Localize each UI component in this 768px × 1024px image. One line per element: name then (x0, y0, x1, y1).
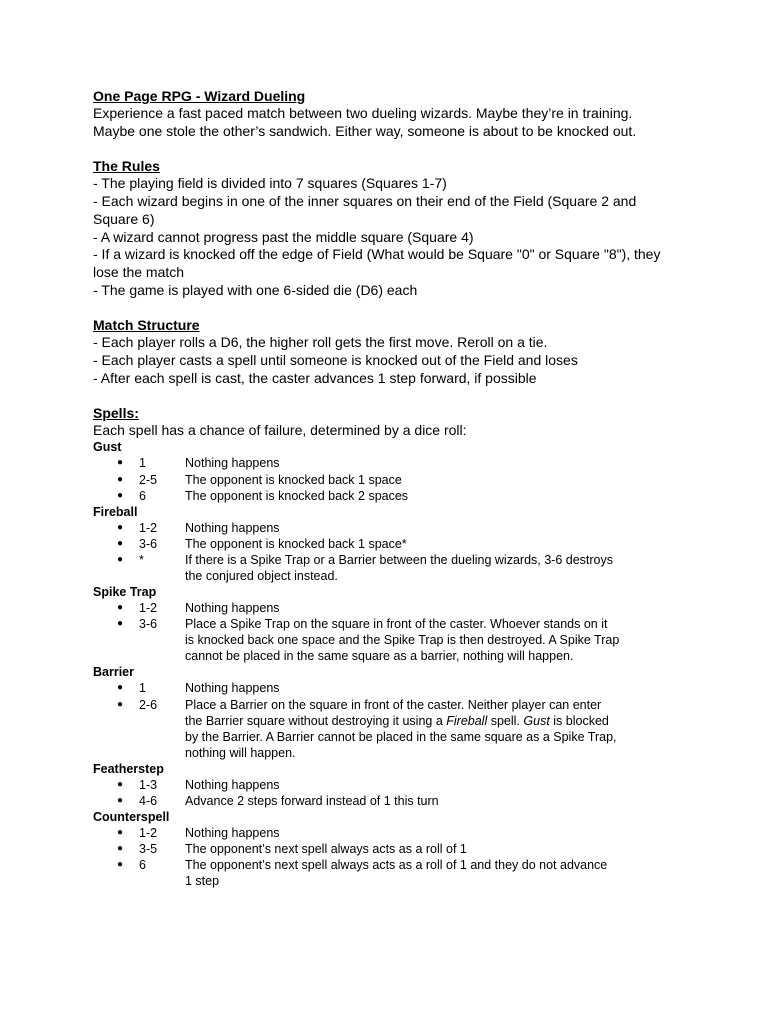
rules-line: - Each wizard begins in one of the inner squares on their end of the Field (Square 2 and (93, 193, 637, 210)
bullet-icon: ● (116, 489, 124, 501)
spells-lead: Each spell has a chance of failure, determined by a dice roll: (93, 422, 467, 439)
roll-value: 1-2 (139, 601, 158, 616)
spell-list (93, 439, 683, 889)
roll-value (139, 745, 185, 761)
spell-name: Fireball (93, 504, 138, 519)
roll-value: 4-6 (139, 794, 158, 809)
spell-roll-row (93, 552, 683, 568)
rules-line: Square 6) (93, 210, 155, 227)
roll-effect: Place a Barrier on the square in front of the caster. Neither player can enter (185, 697, 602, 712)
spells-heading: Spells: (93, 405, 139, 422)
match-structure-heading: Match Structure (93, 317, 200, 334)
spell-roll-row (93, 680, 683, 696)
spell-roll-row (93, 793, 683, 809)
roll-effect: The opponent is knocked back 2 spaces (185, 488, 409, 503)
roll-effect: cannot be placed in the same square as a barrier, nothing will happen. (185, 649, 574, 664)
roll-effect: Advance 2 steps forward instead of 1 this turn (185, 794, 439, 809)
spell-reference: Gust (523, 713, 550, 728)
rules-line: - A wizard cannot progress past the middle square (Square 4) (93, 228, 474, 245)
roll-effect: The opponent’s next spell always acts as a roll of 1 and they do not advance (185, 858, 608, 873)
roll-effect: by the Barrier. A Barrier cannot be placed in the same square as a Spike Trap, (185, 729, 617, 744)
bullet-icon (93, 873, 139, 889)
spell-roll-row (93, 488, 683, 504)
rules-line: - The game is played with one 6-sided die (D6) each (93, 281, 418, 298)
rules-list (93, 175, 683, 299)
roll-value (139, 632, 185, 648)
roll-value: 3-5 (139, 842, 158, 857)
spacer (93, 140, 683, 157)
roll-value: 3-6 (139, 617, 158, 632)
bullet-icon: ● (116, 521, 124, 533)
bullet-icon (93, 713, 139, 729)
spell-reference: Fireball (446, 713, 488, 728)
roll-effect: Nothing happens (185, 520, 280, 535)
roll-effect: nothing will happen. (185, 745, 296, 760)
spacer (93, 299, 683, 316)
rules-line: - If a wizard is knocked off the edge of Field (What would be Square "0" or Square "8"), they (93, 246, 661, 263)
bullet-icon: ● (116, 698, 124, 710)
roll-effect: Nothing happens (185, 601, 280, 616)
roll-effect: 1 step (185, 874, 220, 889)
spell-roll-row (93, 841, 683, 857)
bullet-icon: ● (116, 859, 124, 871)
spell-roll-row (93, 648, 683, 664)
spell-roll-row (93, 520, 683, 536)
roll-effect: The opponent is knocked back 1 space (185, 472, 402, 487)
spell-name: Spike Trap (93, 585, 157, 600)
roll-effect: Nothing happens (185, 826, 280, 841)
match-structure-list (93, 334, 683, 387)
roll-value (139, 648, 185, 664)
structure-line: - Each player rolls a D6, the higher roll gets the first move. Reroll on a tie. (93, 334, 548, 351)
roll-value: 3-6 (139, 536, 158, 551)
page-title: One Page RPG - Wizard Dueling (93, 88, 306, 104)
intro-line-1: Experience a fast paced match between two dueling wizards. Maybe they’re in training. (93, 105, 633, 121)
roll-effect: is knocked back one space and the Spike Trap is then destroyed. A Spike Trap (185, 633, 620, 648)
roll-effect: The opponent is knocked back 1 space* (185, 536, 407, 551)
roll-value: 1 (139, 456, 146, 471)
roll-effect: Place a Spike Trap on the square in front of the caster. Whoever stands on it (185, 617, 608, 632)
bullet-icon: ● (116, 473, 124, 485)
spell-roll-row (93, 697, 683, 713)
spell-roll-row (93, 825, 683, 841)
spell-name: Gust (93, 440, 122, 455)
bullet-icon: ● (116, 457, 124, 469)
roll-effect: the Barrier square without destroying it using a Fireball spell. Gust is blocked (185, 713, 609, 728)
roll-value: 2-6 (139, 697, 158, 712)
spell-roll-row (93, 536, 683, 552)
rules-line: - The playing field is divided into 7 squares (Squares 1-7) (93, 175, 447, 192)
bullet-icon: ● (116, 682, 124, 694)
bullet-icon: ● (116, 618, 124, 630)
bullet-icon (93, 745, 139, 761)
bullet-icon: ● (116, 537, 124, 549)
bullet-icon: ● (116, 843, 124, 855)
structure-line: - Each player casts a spell until someone is knocked out of the Field and loses (93, 352, 578, 369)
bullet-icon (93, 729, 139, 745)
spell-name: Counterspell (93, 810, 170, 825)
structure-line: - After each spell is cast, the caster advances 1 step forward, if possible (93, 369, 537, 386)
bullet-icon: ● (116, 795, 124, 807)
spell-roll-row (93, 777, 683, 793)
spell-roll-row (93, 455, 683, 471)
spell-roll-row (93, 472, 683, 488)
bullet-icon (93, 632, 139, 648)
roll-value (139, 873, 185, 889)
roll-effect: If there is a Spike Trap or a Barrier between the dueling wizards, 3-6 destroys (185, 552, 613, 567)
roll-value: 6 (139, 858, 146, 873)
spell-roll-row (93, 857, 683, 873)
roll-effect: Nothing happens (185, 681, 280, 696)
roll-value: * (139, 552, 144, 567)
bullet-icon (93, 568, 139, 584)
roll-value: 1-2 (139, 826, 158, 841)
roll-value: 1-3 (139, 777, 158, 792)
rules-line: lose the match (93, 263, 185, 280)
roll-value: 1-2 (139, 520, 158, 535)
bullet-icon: ● (116, 827, 124, 839)
bullet-icon: ● (116, 778, 124, 790)
roll-effect: the conjured object instead. (185, 569, 338, 583)
spell-roll-row (93, 568, 683, 584)
roll-value (139, 568, 185, 584)
spell-roll-row (93, 600, 683, 616)
spell-name: Featherstep (93, 761, 164, 776)
spell-roll-row (93, 713, 683, 729)
roll-effect: Nothing happens (185, 456, 280, 471)
spell-roll-row (93, 745, 683, 761)
intro-line-2: Maybe one stole the other’s sandwich. Either way, someone is about to be knocked out. (93, 122, 637, 139)
roll-effect: The opponent’s next spell always acts as a roll of 1 (185, 842, 467, 857)
spell-roll-row (93, 616, 683, 632)
roll-value: 1 (139, 681, 146, 696)
bullet-icon: ● (116, 553, 124, 565)
spell-roll-row (93, 632, 683, 648)
rules-heading: The Rules (93, 158, 160, 175)
document-page (93, 87, 683, 890)
roll-value (139, 729, 185, 745)
spell-name: Barrier (93, 665, 134, 680)
spell-roll-row (93, 729, 683, 745)
roll-effect: Nothing happens (185, 777, 280, 792)
spell-roll-row (93, 873, 683, 889)
roll-value: 2-5 (139, 472, 158, 487)
bullet-icon: ● (116, 602, 124, 614)
bullet-icon (93, 648, 139, 664)
spacer (93, 387, 683, 404)
roll-value: 6 (139, 488, 146, 503)
roll-value (139, 713, 185, 729)
